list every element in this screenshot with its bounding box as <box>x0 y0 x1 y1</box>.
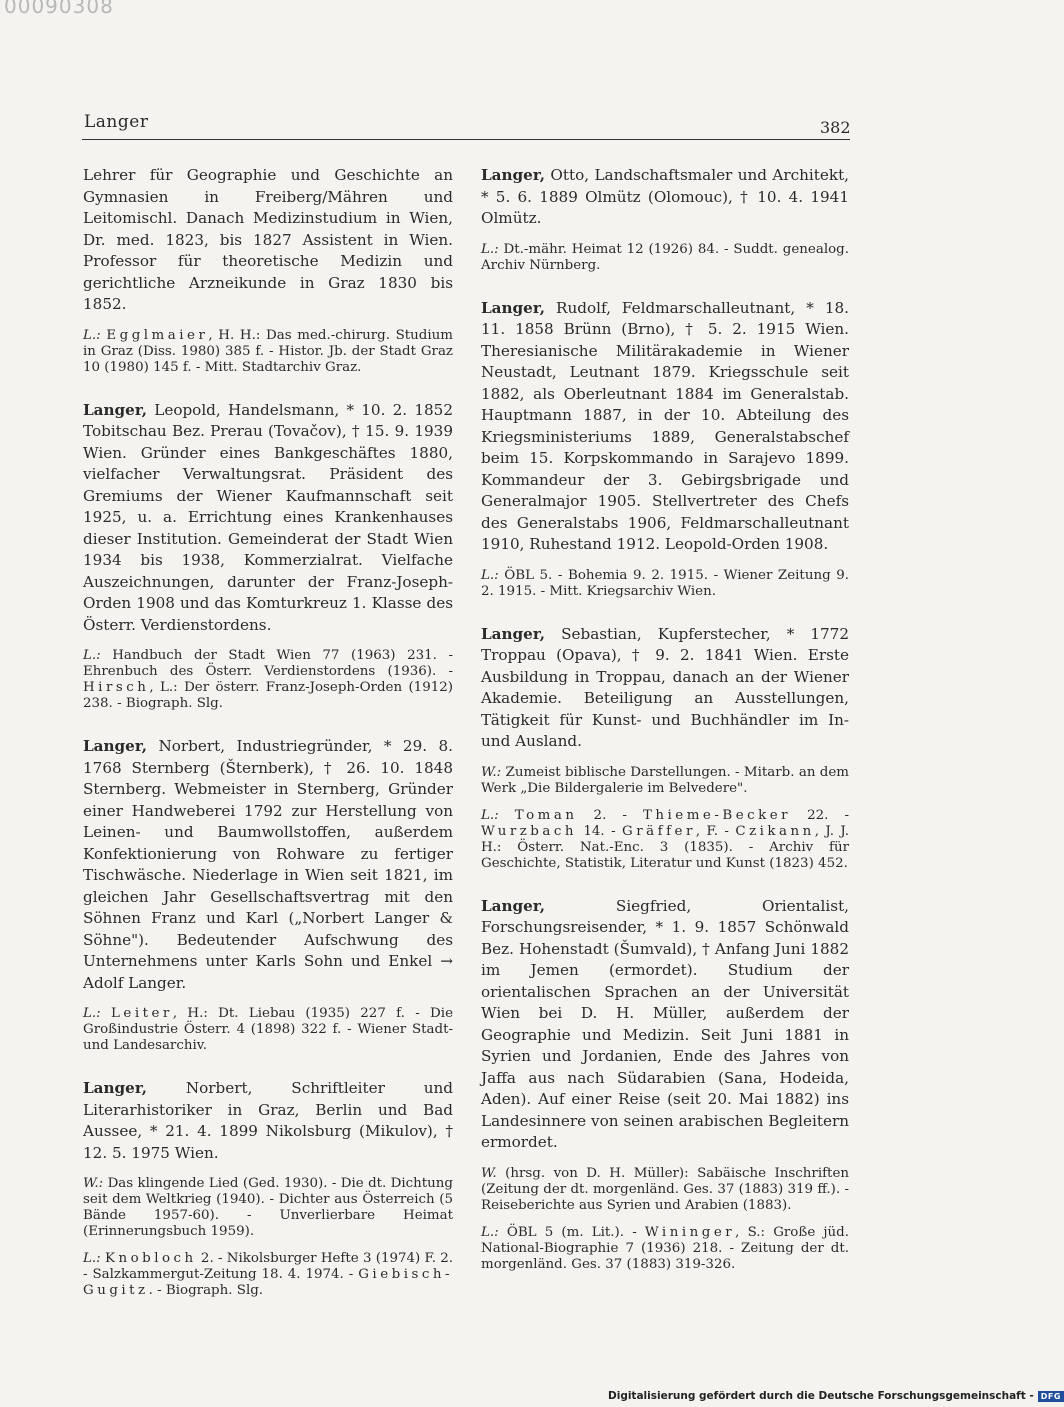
literature-note: L.: Dt.-mähr. Heimat 12 (1926) 84. - Suddt. genealog. Archiv Nürnberg. <box>481 241 849 273</box>
works-note: W.: Zumeist biblische Darstellungen. - Mitarb. an dem Werk „Die Bildergalerie im Belvedere". <box>481 764 849 796</box>
entry-continuation: Lehrer für Geographie und Geschichte an Gymnasien in Freiberg/Mähren und Leitomischl. Danach Medizinstudium in Wien, Dr. med. 1823, bis 1827 Assistent in Wien. Professor für theoretische Medizin und gerichtliche Arzneikunde in Graz 1830 bis 1852. <box>83 166 453 313</box>
literature-note: L.: ÖBL 5 (m. Lit.). - Wininger, S.: Große jüd. National-Biographie 7 (1936) 218. - Zeitung der dt. morgenländ. Ges. 37 (1883) 319-326. <box>481 1224 850 1272</box>
scan-id: 00090308 <box>4 0 114 18</box>
entry-norbert-schriftleiter: Langer, Norbert, Schriftleiter und Literarhistoriker in Graz, Berlin und Bad Aussee, * 21. 4. 1899 Nikolsburg (Mikulov), † 12. 5. 1975 Wien. <box>83 1079 453 1162</box>
footer-text: Digitalisierung gefördert durch die Deutsche Forschungsgemeinschaft - <box>608 1390 1034 1402</box>
entry-otto: Langer, Otto, Landschaftsmaler und Architekt, * 5. 6. 1889 Olmütz (Olomouc), † 10. 4. 1941 Olmütz. <box>481 166 849 227</box>
funding-footer <box>608 1390 1064 1402</box>
works-note: W. (hrsg. von D. H. Müller): Sabäische Inschriften (Zeitung der dt. morgenländ. Ges. 37 (1883) 319 ff.). - Reiseberichte aus Syrien und Arabien (1883). <box>481 1165 849 1213</box>
left-column <box>83 165 453 1310</box>
dfg-logo: DFG <box>1038 1391 1064 1402</box>
literature-note: L.: Egglmaier, H. H.: Das med.-chirurg. Studium in Graz (Diss. 1980) 385 f. - Histor. Jb. der Stadt Graz 10 (1980) 145 f. - Mitt. Stadtarchiv Graz. <box>83 327 453 375</box>
entry-norbert-industrie: Langer, Norbert, Industriegründer, * 29. 8. 1768 Sternberg (Šternberk), † 26. 10. 1848 Sternberg. Webmeister in Sternberg, Gründer einer Handweberei 1792 zur Herstellung von Leinen- und Baumwollstoffen, außerdem Konfektionierung von Rohware zu fertiger Tischwäsche. Niederlage in Wien seit 1821, im gleichen Jahr Gesellschaftsvertrag mit den Söhnen Franz und Karl („Norbert Langer & Söhne"). Bedeutender Aufschwung des Unternehmens unter Karls Sohn und Enkel → Adolf Langer. <box>83 737 453 992</box>
literature-note: L.: Toman 2. - Thieme-Becker 22. - Wurzbach 14. - Gräffer, F. - Czikann, J. J. H.: Österr. Nat.-Enc. 3 (1835). - Archiv für Geschichte, Statistik, Literatur und Kunst (1823) 452. <box>481 807 850 871</box>
running-head: Langer <box>84 112 149 132</box>
entry-siegfried: Langer, Siegfried, Orientalist, Forschungsreisender, * 1. 9. 1857 Schönwald Bez. Hohenstadt (Šumvald), † Anfang Juni 1882 im Jemen (ermordet). Studium der orientalischen Sprachen an der Universität Wien bei D. H. Müller, außerdem der Geographie und Medizin. Seit Juni 1881 in Syrien und Jordanien, Ende des Jahres von Jaffa aus nach Südarabien (Sana, Hodeida, Aden). Auf einer Reise (seit 20. Mai 1882) ins Landesinnere von seinen arabischen Begleitern ermordet. <box>481 896 849 1151</box>
entry-rudolf: Langer, Rudolf, Feldmarschalleutnant, * 18. 11. 1858 Brünn (Brno), † 5. 2. 1915 Wien. Theresianische Militärakademie in Wiener Neustadt, Leutnant 1879. Kriegsschule seit 1882, als Oberleutnant 1884 im Generalstab. Hauptmann 1887, in der 10. Abteilung des Kriegsministeriums 1889, Generalstabschef beim 15. Korpskommando in Sarajevo 1899. Kommandeur der 3. Gebirgsbrigade und Generalmajor 1905. Stellvertreter des Chefs des Generalstabs 1906, Feldmarschalleutnant 1910, Ruhestand 1912. Leopold-Orden 1908. <box>481 298 849 553</box>
literature-note: L.: Knobloch 2. - Nikolsburger Hefte 3 (1974) F. 2. - Salzkammergut-Zeitung 18. 4. 1974. - Giebisch-Gugitz. - Biograph. Slg. <box>83 1251 453 1298</box>
entry-sebastian: Langer, Sebastian, Kupferstecher, * 1772 Troppau (Opava), † 9. 2. 1841 Wien. Erste Ausbildung in Troppau, danach an der Wiener Akademie. Beteiligung an Ausstellungen, Tätigkeit für Kunst- und Buchhändler im In- und Ausland. <box>481 624 849 750</box>
literature-note: L.: Handbuch der Stadt Wien 77 (1963) 231. - Ehrenbuch des Österr. Verdienstordens (1936). - Hirsch, L.: Der österr. Franz-Joseph-Orden (1912) 238. - Biograph. Slg. <box>83 648 453 711</box>
literature-note: L.: Leiter, H.: Dt. Liebau (1935) 227 f. - Die Großindustrie Österr. 4 (1898) 322 f. - Wiener Stadt- und Landesarchiv. <box>83 1006 453 1053</box>
page-number: 382 <box>820 118 851 137</box>
entry-leopold: Langer, Leopold, Handelsmann, * 10. 2. 1852 Tobitschau Bez. Prerau (Tovačov), † 15. 9. 1939 Wien. Gründer eines Bankgeschäftes 1880, vielfacher Verwaltungsrat. Präsident des Gremiums der Wiener Kaufmannschaft seit 1925, u. a. Errichtung eines Krankenhauses dieser Institution. Gemeinderat der Stadt Wien 1934 bis 1938, Kommerzialrat. Vielfache Auszeichnungen, darunter der Franz-Joseph-Orden 1908 und das Komturkreuz 1. Klasse des Österr. Verdienstordens. <box>83 400 453 634</box>
works-note: W.: Das klingende Lied (Ged. 1930). - Die dt. Dichtung seit dem Weltkrieg (1940). - Dichter aus Österreich (5 Bände 1957-60). - Unverlierbare Heimat (Erinnerungsbuch 1959). <box>83 1176 453 1239</box>
header-rule <box>82 139 850 140</box>
right-column <box>481 165 849 1284</box>
literature-note: L.: ÖBL 5. - Bohemia 9. 2. 1915. - Wiener Zeitung 9. 2. 1915. - Mitt. Kriegsarchiv Wien. <box>481 567 849 599</box>
